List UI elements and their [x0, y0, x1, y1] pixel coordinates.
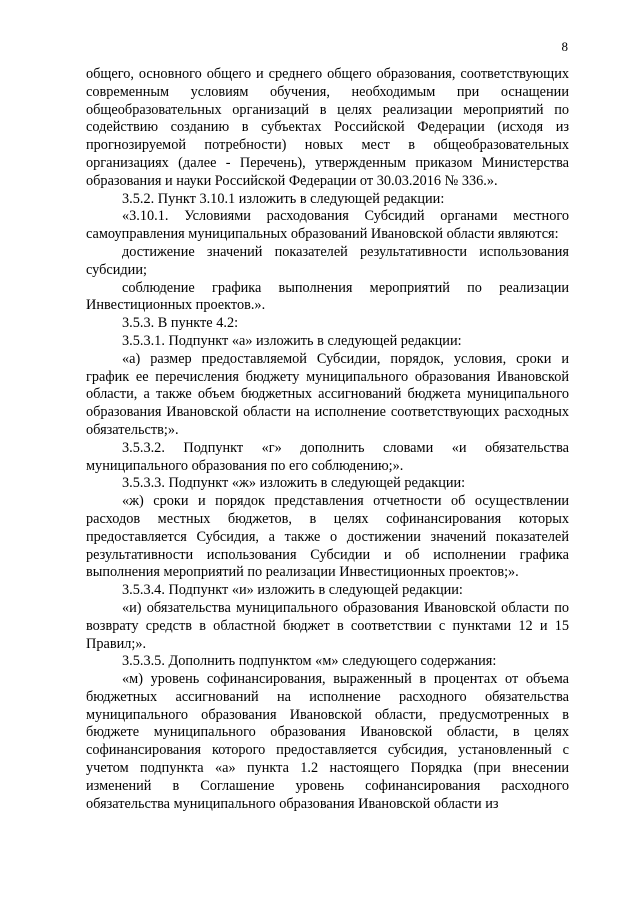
paragraph: соблюдение графика выполнения мероприятий по реализации Инвестиционных проектов.». [86, 279, 569, 314]
paragraph: 3.5.2. Пункт 3.10.1 изложить в следующей редакции: [122, 190, 445, 207]
paragraph: «а) размер предоставляемой Субсидии, порядок, условия, сроки и график ее перечисления бюджету муниципального образования Ивановской области, а также объем бюджетных ассигнований бюджета муниципального образования Ивановской области на исполнение соответствующих расходных обязательств;». [86, 350, 569, 438]
paragraph: 3.5.3. В пункте 4.2: [122, 315, 239, 332]
document-body [86, 66, 569, 813]
page-number: 8 [561, 39, 568, 54]
paragraph: 3.5.3.4. Подпункт «и» изложить в следующей редакции: [122, 582, 463, 599]
paragraph: «3.10.1. Условиями расходования Субсидий органами местного самоуправления муниципальных образований Ивановской области являются: [86, 208, 569, 243]
paragraph: общего, основного общего и среднего общего образования, соответствующих современным условиям обучения, необходимым при оснащении общеобразовательных организаций в целях реализации мероприятий по содействию созданию в субъектах Российской Федерации (исходя из прогнозируемой потребности) новых мест в общеобразовательных организациях (далее - Перечень), утвержденным приказом Министерства образования и науки Российской Федерации от 30.03.2016 № 336.». [86, 66, 569, 189]
paragraph: достижение значений показателей результативности использования субсидии; [86, 243, 569, 278]
paragraph: 3.5.3.2. Подпункт «г» дополнить словами «и обязательства муниципального образования по его соблюдению;». [86, 439, 569, 474]
paragraph: 3.5.3.3. Подпункт «ж» изложить в следующей редакции: [122, 475, 466, 492]
paragraph: «и) обязательства муниципального образования Ивановской области по возврату средств в областной бюджет в соответствии с пунктами 12 и 15 Правил;». [86, 599, 569, 652]
paragraph: 3.5.3.1. Подпункт «а» изложить в следующей редакции: [122, 332, 462, 349]
paragraph: «ж) сроки и порядок представления отчетности об осуществлении расходов местных бюджетов, в целях софинансирования которых предоставляется Субсидия, а также о достижении значений показателей результативности использования Субсидии и об исполнении графика выполнения мероприятий по реализации Инвестиционных проектов;». [86, 493, 569, 581]
paragraph: «м) уровень софинансирования, выраженный в процентах от объема бюджетных ассигнований на исполнение расходного обязательства муниципального образования Ивановской области, предусмотренных в бюджете муниципального образования Ивановской области, в целях софинансирования которого предоставляется субсидия, установленный с учетом подпункта «а» пункта 1.2 настоящего Порядка (при внесении изменений в Соглашение уровень софинансирования расходного обязательства муниципального образования Ивановской области из [86, 671, 569, 812]
paragraph: 3.5.3.5. Дополнить подпунктом «м» следующего содержания: [122, 653, 497, 670]
